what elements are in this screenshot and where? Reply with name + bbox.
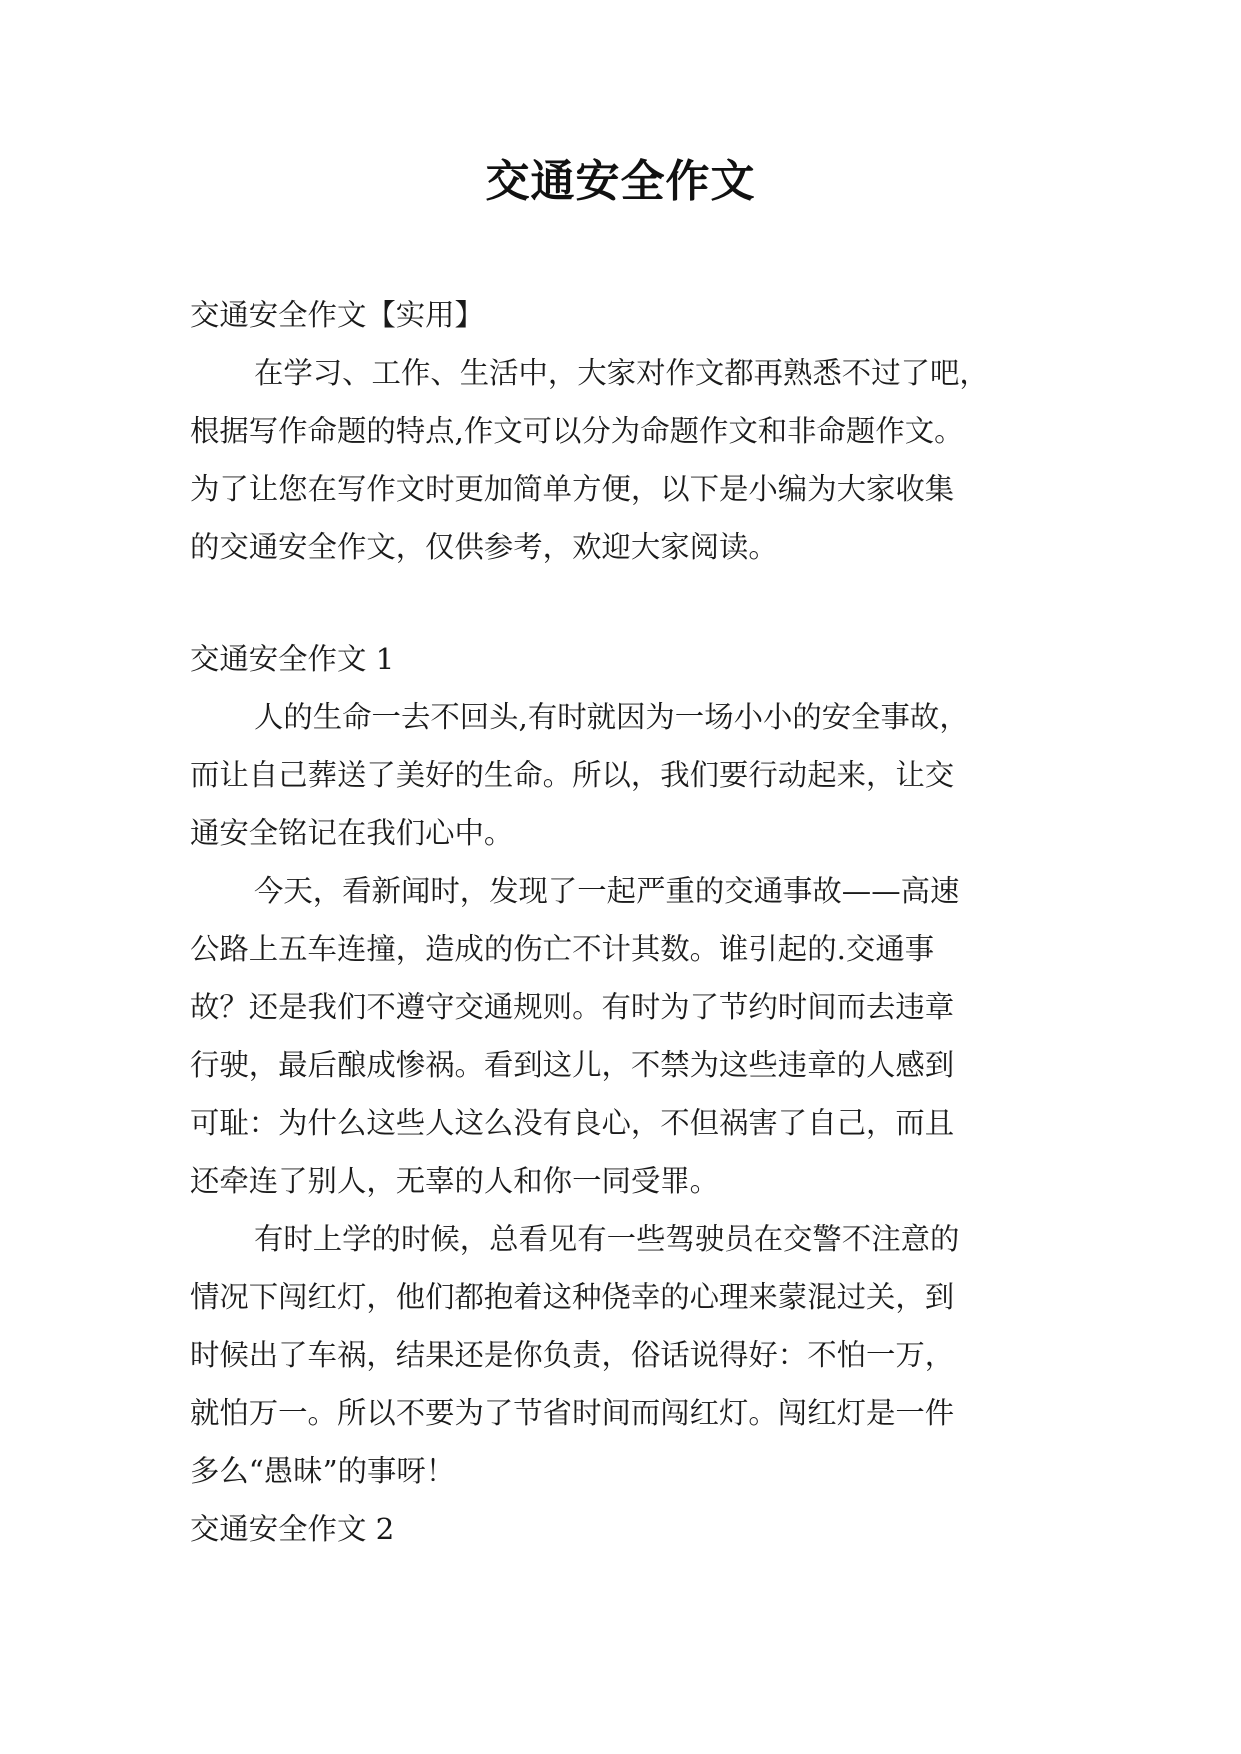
section-1-paragraph-1 [190, 688, 1070, 862]
paragraph-line: 还牵连了别人，无辜的人和你一同受罪。 [190, 1164, 720, 1198]
paragraph-line: 公路上五车连撞，造成的伤亡不计其数。谁引起的.交通事 [190, 932, 935, 966]
paragraph-line: 行驶，最后酿成惨祸。看到这儿，不禁为这些违章的人感到 [190, 1048, 955, 1082]
paragraph-line: 的交通安全作文，仅供参考，欢迎大家阅读。 [190, 530, 778, 564]
intro-paragraph [190, 344, 1070, 576]
paragraph-line: 时候出了车祸，结果还是你负责，俗话说得好：不怕一万， [190, 1338, 955, 1372]
paragraph-line: 人的生命一去不回头,有时就因为一场小小的安全事故， [254, 700, 969, 734]
document-subtitle: 交通安全作文【实用】 [190, 298, 484, 332]
paragraph-line: 有时上学的时候，总看见有一些驾驶员在交警不注意的 [254, 1222, 960, 1256]
section-heading-1: 交通安全作文 1 [190, 642, 395, 676]
paragraph-line: 今天，看新闻时，发现了一起严重的交通事故——高速 [254, 874, 960, 908]
document-body [190, 286, 1070, 1558]
paragraph-line: 可耻：为什么这些人这么没有良心，不但祸害了自己，而且 [190, 1106, 955, 1140]
paragraph-line: 而让自己葬送了美好的生命。所以，我们要行动起来，让交 [190, 758, 955, 792]
section-1-paragraph-3 [190, 1210, 1070, 1500]
paragraph-line: 根据写作命题的特点,作文可以分为命题作文和非命题作文。 [190, 414, 964, 448]
paragraph-line: 情况下闯红灯，他们都抱着这种侥幸的心理来蒙混过关，到 [190, 1280, 955, 1314]
paragraph-line: 故？还是我们不遵守交通规则。有时为了节约时间而去违章 [190, 990, 955, 1024]
paragraph-line: 在学习、工作、生活中，大家对作文都再熟悉不过了吧， [254, 356, 989, 390]
paragraph-line: 就怕万一。所以不要为了节省时间而闯红灯。闯红灯是一件 [190, 1396, 955, 1430]
section-heading-2: 交通安全作文 2 [190, 1512, 395, 1546]
document-title: 交通安全作文 [485, 156, 756, 207]
paragraph-line: 为了让您在写作文时更加简单方便，以下是小编为大家收集 [190, 472, 955, 506]
paragraph-line: 通安全铭记在我们心中。 [190, 816, 514, 850]
section-1-paragraph-2 [190, 862, 1070, 1210]
paragraph-line: 多么“愚昧”的事呀！ [190, 1454, 456, 1488]
spacer [190, 576, 1070, 630]
